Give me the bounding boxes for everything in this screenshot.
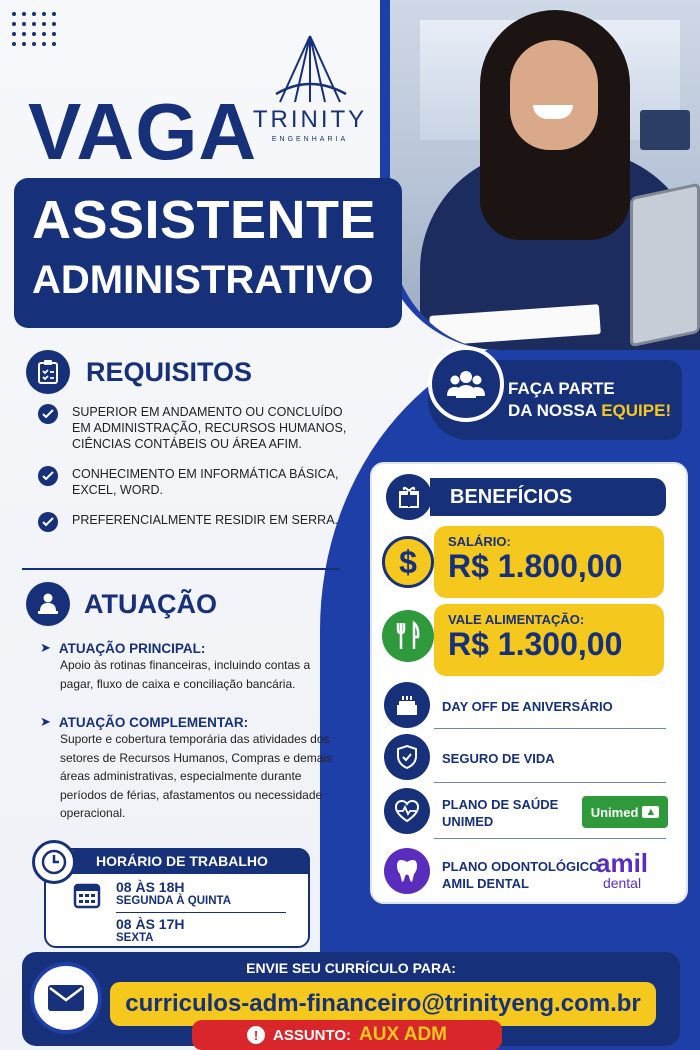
cake-icon	[384, 682, 430, 728]
heart-pulse-icon	[384, 788, 430, 834]
clock-icon	[32, 840, 76, 884]
list-item	[38, 404, 358, 452]
amil-logo	[596, 850, 648, 890]
trinity-logo	[250, 34, 370, 143]
clipboard-check-icon	[26, 350, 70, 394]
vale-box	[434, 604, 664, 676]
tooth-icon	[384, 848, 430, 894]
section-divider	[22, 568, 340, 570]
person-desk-icon	[26, 582, 70, 626]
envelope-icon	[30, 962, 102, 1034]
logo-name: TRINITY	[252, 106, 368, 133]
requisitos-list	[38, 404, 358, 546]
salario-value: R$ 1.800,00	[448, 548, 623, 584]
vale-value: R$ 1.300,00	[448, 626, 623, 662]
atuacao-complementar-heading: ATUAÇÃO COMPLEMENTAR:	[58, 714, 249, 730]
atuacao-principal	[40, 640, 340, 693]
atuacao-header	[26, 582, 217, 626]
assunto-badge	[192, 1020, 502, 1050]
requisito-text: CONHECIMENTO EM INFORMÁTICA BÁSICA, EXCEL, WORD.	[72, 467, 339, 497]
amil-dental-text: dental	[602, 875, 642, 891]
benefit-divider	[434, 838, 666, 839]
unimed-logo	[582, 796, 668, 828]
footer-title: ENVIE SEU CURRÍCULO PARA:	[246, 960, 456, 976]
atuacao-title: ATUAÇÃO	[84, 588, 217, 619]
requisito-text: PREFERENCIALMENTE RESIDIR EM SERRA.	[72, 513, 339, 527]
vale-label: VALE ALIMENTAÇÃO:	[448, 612, 585, 627]
team-icon	[428, 346, 504, 422]
odonto-line2: AMIL DENTAL	[442, 876, 529, 891]
atuacao-complementar	[40, 714, 340, 823]
horario-day-2: SEXTA	[116, 932, 154, 944]
saude-line1: PLANO DE SAÚDE	[442, 797, 559, 812]
odonto-line1: PLANO ODONTOLÓGICO	[442, 859, 600, 874]
faca-parte-line2b: EQUIPE!	[601, 401, 672, 420]
dollar-icon: $	[382, 536, 434, 588]
check-icon	[38, 404, 58, 424]
calendar-icon	[72, 880, 102, 910]
arrow-right-icon: ➤	[40, 640, 51, 655]
assunto-value: AUX ADM	[359, 1024, 448, 1045]
alert-icon: !	[247, 1026, 265, 1044]
atuacao-principal-heading: ATUAÇÃO PRINCIPAL:	[58, 640, 206, 656]
faca-parte-text	[508, 378, 671, 422]
logo-tent-icon	[270, 34, 350, 104]
seguro-text: SEGURO DE VIDA	[442, 751, 555, 766]
saude-text	[442, 796, 558, 830]
faca-parte-line1: FAÇA PARTE	[508, 379, 615, 398]
job-title-box	[14, 178, 402, 328]
horario-title: HORÁRIO DE TRABALHO	[68, 848, 310, 874]
check-icon	[38, 466, 58, 486]
shield-check-icon	[384, 734, 430, 780]
arrow-right-icon: ➤	[40, 714, 51, 729]
decorative-dots	[12, 12, 56, 46]
requisitos-title: REQUISITOS	[86, 356, 253, 387]
vaga-heading: VAGA	[28, 87, 258, 176]
horario-time-2: 08 ÀS 17H	[116, 916, 185, 932]
benefit-divider	[434, 728, 666, 729]
check-icon	[38, 512, 58, 532]
benefit-divider	[434, 782, 666, 783]
list-item	[38, 466, 358, 498]
logo-subtitle: ENGENHARIA	[271, 136, 349, 143]
fork-knife-icon	[382, 610, 434, 662]
atuacao-principal-text: Apoio às rotinas financeiras, incluindo contas a pagar, fluxo de caixa e conciliação bancária.	[60, 658, 311, 691]
job-title-line1: ASSISTENTE	[32, 190, 377, 250]
horario-time-1: 08 ÀS 18H	[116, 879, 185, 895]
unimed-logo-text: Unimed	[590, 804, 639, 820]
beneficios-title: BENEFÍCIOS	[430, 478, 666, 516]
atuacao-complementar-text: Suporte e cobertura temporária das atividades dos setores de Recursos Humanos, Compras e demais áreas administrativas, especialmente durante períodos de férias, afastamentos ou necessidade operacional.	[60, 732, 333, 820]
salario-box	[434, 526, 664, 598]
odonto-text	[442, 858, 599, 892]
dayoff-text: DAY OFF DE ANIVERSÁRIO	[442, 699, 613, 714]
hero-photo	[380, 0, 700, 350]
horario-day-1: SEGUNDA À QUINTA	[116, 895, 231, 907]
email-link[interactable]: curriculos-adm-financeiro@trinityeng.com.br	[110, 982, 656, 1026]
salario-label: SALÁRIO:	[448, 534, 511, 549]
saude-line2: UNIMED	[442, 814, 494, 829]
requisito-text: SUPERIOR EM ANDAMENTO OU CONCLUÍDO EM ADMINISTRAÇÃO, RECURSOS HUMANOS, CIÊNCIAS CONTÁBEIS OU ÁREA AFIM.	[72, 405, 347, 451]
gift-icon	[386, 474, 432, 520]
assunto-label: ASSUNTO:	[272, 1026, 352, 1044]
horario-details	[116, 880, 296, 945]
requisitos-header	[26, 350, 252, 394]
faca-parte-line2a: DA NOSSA	[508, 401, 602, 420]
unimed-tree-icon: ▲	[642, 806, 659, 818]
list-item	[38, 512, 358, 532]
amil-logo-text: amil	[596, 848, 649, 878]
job-title-line2: ADMINISTRATIVO	[32, 258, 374, 302]
